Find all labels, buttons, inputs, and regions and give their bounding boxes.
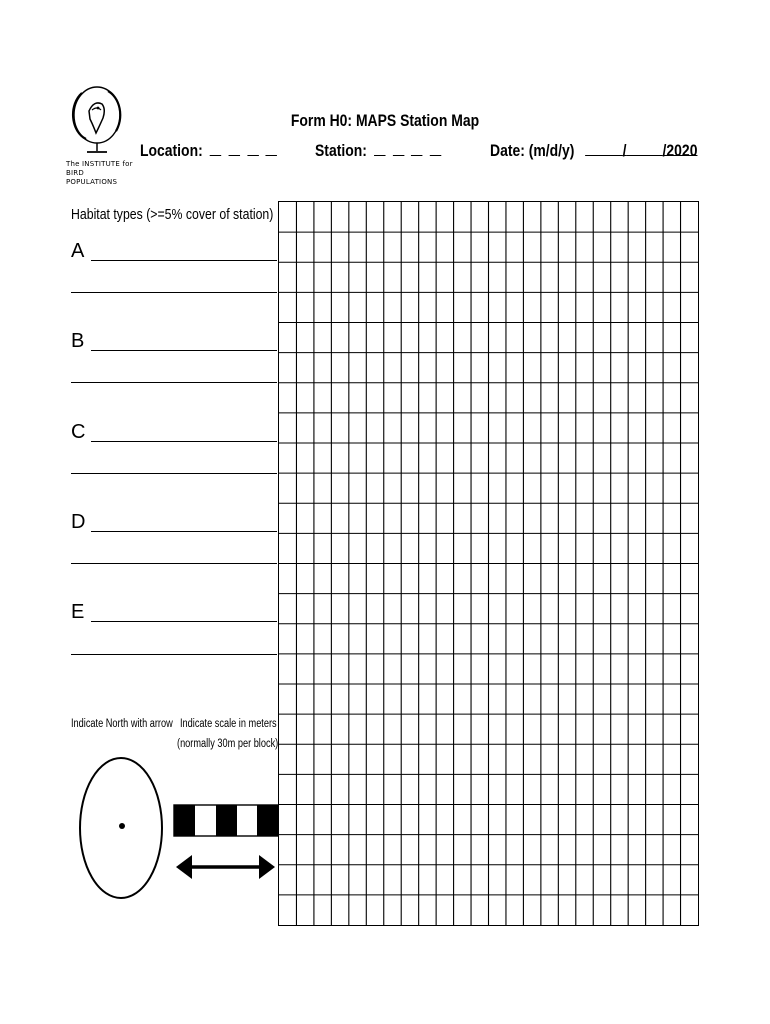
location-blank-2[interactable] — [229, 141, 240, 156]
habitat-heading: Habitat types (>=5% cover of station) — [71, 206, 274, 223]
habitat-a-line-1[interactable] — [91, 260, 277, 261]
date-separator: / — [622, 141, 627, 160]
scale-bar — [172, 803, 280, 883]
location-label: Location: — [140, 141, 203, 160]
station-blank-1[interactable] — [374, 141, 385, 156]
station-blank-3[interactable] — [411, 141, 422, 156]
habitat-b-line-2[interactable] — [71, 382, 277, 383]
habitat-a-line-2[interactable] — [71, 292, 277, 293]
compass-center-dot — [119, 823, 125, 829]
location-blank-3[interactable] — [247, 141, 258, 156]
double-arrow-icon — [176, 855, 275, 879]
logo-caption — [66, 160, 136, 187]
habitat-letter-b: B — [71, 330, 85, 352]
form-title: Form H0: MAPS Station Map — [290, 111, 480, 130]
habitat-c-line-1[interactable] — [91, 441, 277, 442]
logo-caption-line1: The INSTITUTE for — [66, 160, 133, 168]
habitat-letter-d: D — [71, 511, 86, 533]
date-field — [490, 141, 697, 161]
habitat-e-line-2[interactable] — [71, 654, 277, 655]
station-blank-2[interactable] — [393, 141, 404, 156]
scale-label-line1: Indicate scale in meters — [180, 718, 277, 730]
grid-lines — [279, 202, 698, 925]
logo-caption-line2: BIRD POPULATIONS — [66, 169, 118, 186]
habitat-letter-e: E — [71, 601, 85, 623]
location-field — [140, 141, 277, 161]
date-year: /2020 — [662, 141, 698, 160]
north-label: Indicate North with arrow — [71, 718, 173, 730]
habitat-d-line-2[interactable] — [71, 563, 277, 564]
habitat-d-line-1[interactable] — [91, 531, 277, 532]
station-map-grid[interactable] — [278, 201, 699, 926]
habitat-b-line-1[interactable] — [91, 350, 277, 351]
station-blank-4[interactable] — [430, 141, 441, 156]
date-label: Date: (m/d/y) — [490, 141, 575, 160]
station-field — [315, 141, 441, 161]
station-label: Station: — [315, 141, 367, 160]
location-blank-1[interactable] — [210, 141, 221, 156]
date-day-blank[interactable] — [626, 141, 662, 156]
habitat-letter-a: A — [71, 240, 85, 262]
date-month-blank[interactable] — [585, 141, 623, 156]
north-compass-circle[interactable] — [76, 755, 168, 905]
habitat-c-line-2[interactable] — [71, 473, 277, 474]
scale-label-line2: (normally 30m per block) — [177, 738, 279, 750]
habitat-letter-c: C — [71, 421, 86, 443]
habitat-e-line-1[interactable] — [91, 621, 277, 622]
location-blank-4[interactable] — [266, 141, 277, 156]
